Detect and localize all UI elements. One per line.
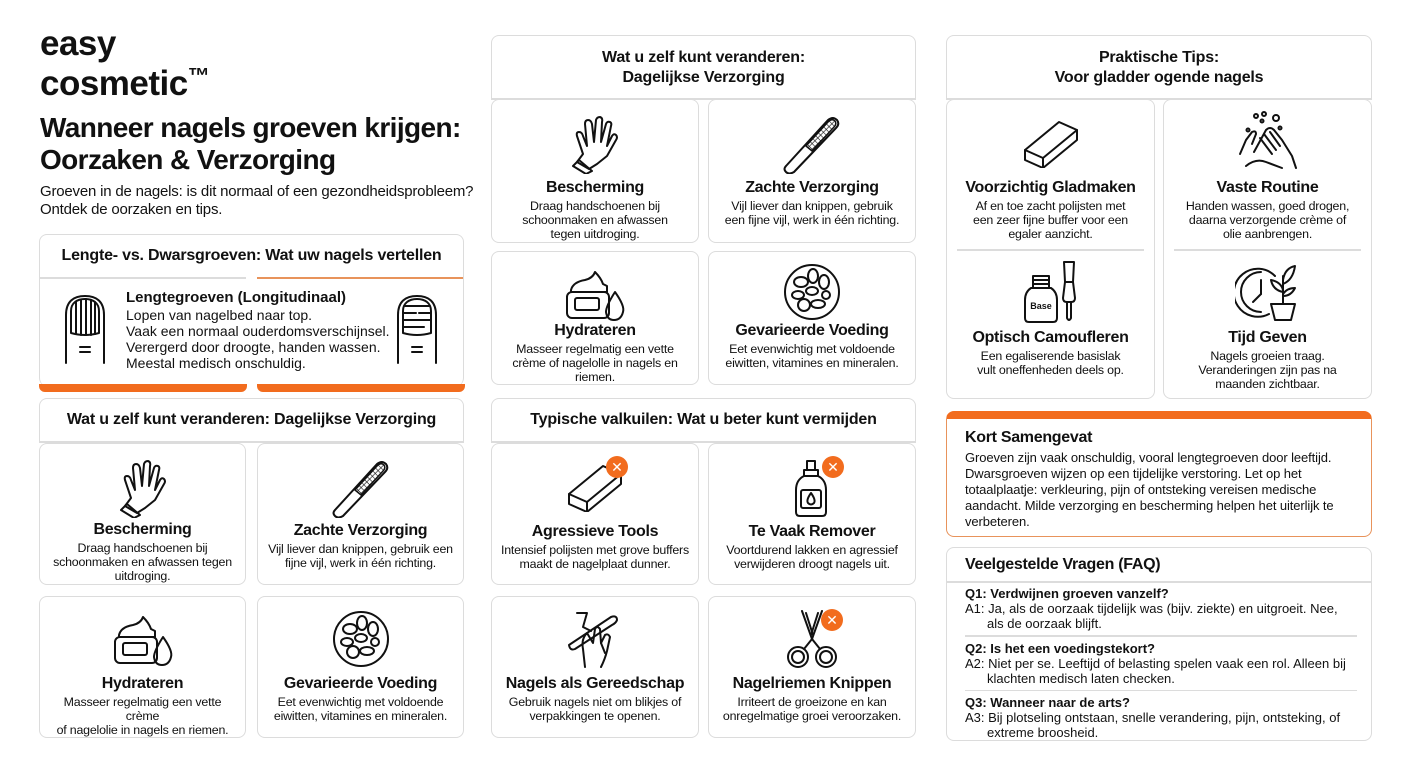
tile-gevarieerde-voeding-2: Gevarieerde Voeding Eet evenwichtig met voldoende eiwitten, vitamines en mineralen. bbox=[708, 251, 916, 385]
faq-item: Q1: Verdwijnen groeven vanzelf? A1: Ja, als de oorzaak tijdelijk was (bijv. ziekte) en uitgroeit. Nee, als de oorzaak blijft. bbox=[965, 586, 1338, 631]
hand-washing-icon bbox=[1236, 110, 1300, 172]
food-plate-icon bbox=[331, 609, 391, 669]
comparison-card bbox=[39, 234, 464, 386]
nail-horizontal-ridges-icon bbox=[394, 293, 440, 365]
tile-nagels-als-gereedschap: Nagels als Gereedschap Gebruik nagels niet om blikjes of verpakkingen te openen. bbox=[491, 596, 699, 738]
nail-file-icon bbox=[781, 112, 843, 174]
avoid-badge: ✕ bbox=[821, 609, 843, 631]
cream-jar-icon bbox=[111, 611, 175, 667]
buffer-block-icon bbox=[1021, 116, 1081, 168]
tile-agressieve-tools: ✕ Agressieve Tools Intensief polijsten met grove buffers maakt de nagelplaat dunner. bbox=[491, 443, 699, 585]
accent-bar-right bbox=[257, 384, 465, 392]
pitfalls-card bbox=[491, 398, 916, 442]
summary-card bbox=[946, 411, 1372, 537]
divider bbox=[965, 690, 1357, 692]
brand-logo bbox=[40, 24, 210, 103]
divider-accent bbox=[257, 277, 463, 279]
glove-icon bbox=[115, 458, 171, 518]
tile-te-vaak-remover: ✕ Te Vaak Remover Voortdurend lakken en agressief verwijderen droogt nagels uit. bbox=[708, 443, 916, 585]
tile-hydrateren: Hydrateren Masseer regelmatig een vette crème of nagelolie in nagels en riemen. bbox=[39, 596, 246, 738]
nail-vertical-ridges-icon bbox=[62, 293, 108, 365]
tile-hydrateren-2: Hydrateren Masseer regelmatig een vette crème of nagelolle in nagels en riemen. bbox=[491, 251, 699, 385]
faq-title: Veelgestelde Vragen (FAQ) bbox=[965, 556, 1161, 573]
divider bbox=[40, 277, 246, 279]
avoid-badge: ✕ bbox=[606, 456, 628, 478]
tile-bescherming-2: Bescherming Draag handschoenen bij schoonmaken en afwassen tegen uitdroging. bbox=[491, 99, 699, 243]
comparison-title: Lengte- vs. Dwarsgroeven: Wat uw nagels vertellen bbox=[61, 247, 442, 264]
svg-text:Base: Base bbox=[1029, 301, 1052, 311]
divider bbox=[947, 581, 1371, 583]
summary-text: Groeven zijn vaak onschuldig, vooral lengtegroeven door leeftijd. Dwarsgroeven wijzen op een tijdelijke verstoring. Let op het totaalplaatje: verkleuring, pijn of ontsteking vereisen medische aandacht. Milde verzorging en bescherming helpen het uiterlijk te verbeteren. bbox=[965, 450, 1334, 529]
brand-line2: cosmetic bbox=[40, 64, 188, 103]
faq-item: Q3: Wanneer naar de arts? A3: Bij plotseling ontstaan, snelle verandering, pijn, ontsteking, of extreme broosheid. bbox=[965, 695, 1341, 740]
faq-card bbox=[946, 547, 1372, 741]
pitfalls-title: Typische valkuilen: Wat u beter kunt vermijden bbox=[530, 411, 877, 428]
comparison-text: Lengtegroeven (Longitudinaal) Lopen van nagelbed naar top. Vaak een normaal ouderdomsverschijnsel. Verergerd door droogte, handen wassen. Meestal medisch onschuldig. bbox=[126, 289, 390, 371]
summary-title: Kort Samengevat bbox=[965, 429, 1093, 446]
daily-care-card-left bbox=[39, 398, 464, 442]
daily-care-left-title: Wat u zelf kunt veranderen: Dagelijkse Verzorging bbox=[66, 411, 437, 428]
cream-jar-icon bbox=[563, 266, 627, 322]
hand-opening-icon bbox=[565, 609, 625, 669]
tile-zachte-verzorging-2: Zachte Verzorging Vijl liever dan knippen, gebruik een fijne vijl, werk in één richting. bbox=[708, 99, 916, 243]
food-plate-icon bbox=[782, 262, 842, 322]
tile-nagelriemen-knippen: ✕ Nagelriemen Knippen Irriteert de groeizone en kan onregelmatige groei veroorzaken. bbox=[708, 596, 916, 738]
tips-column-left: Voorzichtig Gladmaken Af en toe zacht polijsten met een zeer fijne buffer voor een egaler aanzicht. Base Optisch Camoufleren Een egaliserende basislak vult oneffenheden deels op. bbox=[946, 99, 1155, 399]
brand-line1: easy bbox=[40, 24, 116, 63]
divider bbox=[965, 635, 1357, 637]
glove-icon bbox=[567, 114, 623, 174]
avoid-badge: ✕ bbox=[822, 456, 844, 478]
trademark: ™ bbox=[187, 63, 210, 88]
page-subtitle: Groeven in de nagels: is dit normaal of een gezondheidsprobleem? Ontdek de oorzaken en tips. bbox=[40, 183, 474, 218]
tile-gevarieerde-voeding: Gevarieerde Voeding Eet evenwichtig met voldoende eiwitten, vitamines en mineralen. bbox=[257, 596, 464, 738]
nail-file-icon bbox=[330, 456, 392, 518]
clock-plant-icon bbox=[1235, 260, 1301, 322]
page-title: Wanneer nagels groeven krijgen: Oorzaken & Verzorging bbox=[40, 112, 461, 175]
base-coat-icon bbox=[1023, 260, 1079, 324]
tile-zachte-verzorging: Zachte Verzorging Vijl liever dan knippen, gebruik een fijne vijl, werk in één richting. bbox=[257, 443, 464, 585]
tips-column-right: Vaste Routine Handen wassen, goed drogen, daarna verzorgende crème of olie aanbrengen. Tijd Geven Nagels groeien traag. Veranderingen zijn pas na maanden zichtbaar. bbox=[1163, 99, 1372, 399]
faq-item: Q2: Is het een voedingstekort? A2: Niet per se. Leeftijd of belasting spelen vaak een rol. Alleen bij klachten medisch laten checken. bbox=[965, 640, 1346, 686]
tile-bescherming: Bescherming Draag handschoenen bij schoonmaken en afwassen tegen uitdroging. bbox=[39, 443, 246, 585]
divider bbox=[957, 249, 1144, 251]
divider bbox=[1174, 249, 1361, 251]
comparison-heading: Lengtegroeven (Longitudinaal) bbox=[126, 289, 346, 306]
tips-card: Praktische Tips: Voor gladder ogende nagels bbox=[946, 35, 1372, 99]
faq-list bbox=[965, 586, 1357, 740]
accent-bar-left bbox=[39, 384, 247, 392]
daily-care-card-middle: Wat u zelf kunt veranderen: Dagelijkse Verzorging bbox=[491, 35, 916, 99]
